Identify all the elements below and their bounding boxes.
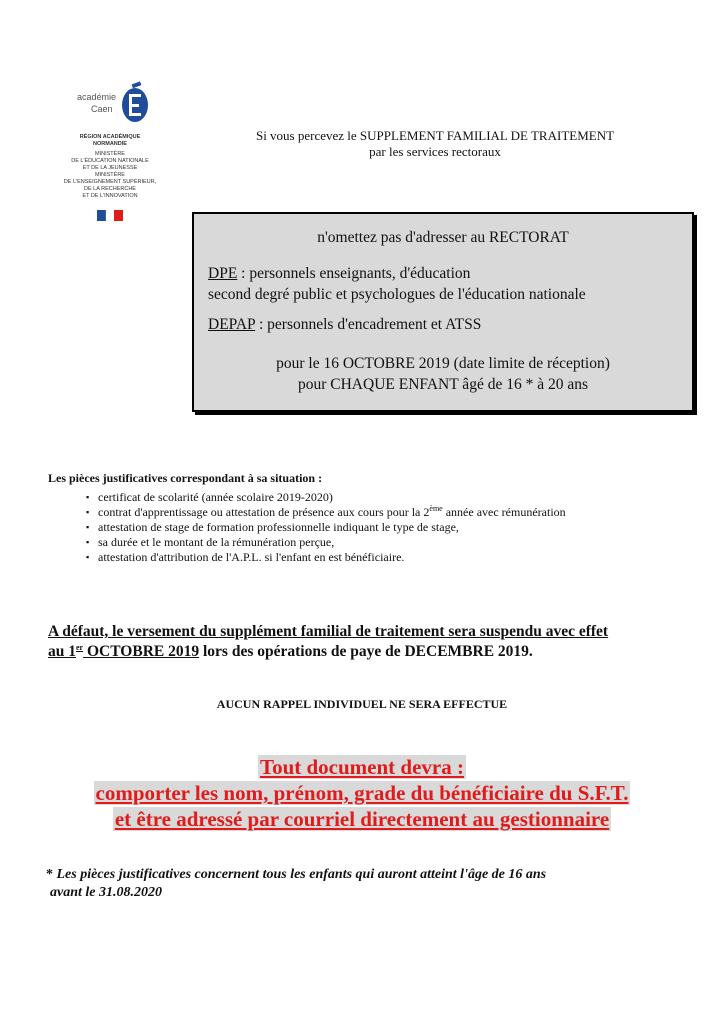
justificatifs-title: Les pièces justificatives correspondant à sa situation : xyxy=(48,471,323,485)
item-text: contrat d'apprentissage ou attestation de présence aux cours pour la 2 xyxy=(98,505,430,519)
warning-date-a: au 1 xyxy=(48,643,76,660)
dpe-line2: second degré public et psychologues de l'éducation nationale xyxy=(208,286,586,303)
ministry1-line1: MINISTÈRE xyxy=(95,151,125,157)
item-text: année avec rémunération xyxy=(442,505,566,519)
important-line3: et être adressé par courriel directement au gestionnaire xyxy=(114,807,610,831)
footnote-star: * xyxy=(46,867,53,882)
list-item xyxy=(86,505,686,520)
warning-text: lors des opérations de paye de DECEMBRE 2019. xyxy=(199,643,533,660)
region-title: RÉGION ACADÉMIQUE xyxy=(79,134,141,140)
suspension-warning xyxy=(48,622,678,662)
list-item xyxy=(86,490,686,505)
marianne-flag-icon xyxy=(97,208,123,226)
footnote-line1: Les pièces justificatives concernent tous les enfants qui auront atteint l'âge de 16 ans xyxy=(53,867,547,882)
ministry2-line3: DE LA RECHERCHE xyxy=(84,186,136,192)
warning-superscript: er xyxy=(76,642,84,652)
list-item xyxy=(86,550,686,565)
depap-label: DEPAP xyxy=(208,316,256,333)
header-line2: par les services rectoraux xyxy=(369,144,501,159)
page-header xyxy=(185,128,685,160)
item-superscript: ème xyxy=(429,504,443,513)
warning-line2 xyxy=(48,642,678,662)
list-item-continuation xyxy=(86,535,686,550)
header-line1: Si vous percevez le SUPPLEMENT FAMILIAL DE TRAITEMENT xyxy=(255,128,615,143)
region-name: NORMANDIE xyxy=(93,141,127,147)
ministry2-line1: MINISTÈRE xyxy=(95,172,125,178)
ministry1-line3: ET DE LA JEUNESSE xyxy=(82,165,138,171)
dpe-label: DPE xyxy=(208,265,238,282)
list-item xyxy=(86,520,686,535)
footnote xyxy=(46,866,686,902)
brand-line2: Caen xyxy=(91,104,113,114)
ministry-text xyxy=(55,134,165,200)
justificatifs-list xyxy=(86,490,686,565)
deadline-line: pour le 16 OCTOBRE 2019 (date limite de réception) xyxy=(276,355,610,372)
important-line1: Tout document devra : xyxy=(260,755,464,779)
dpe-line xyxy=(208,264,470,284)
brand-line1: académie xyxy=(77,92,117,102)
item-text: certificat de scolarité (année scolaire 2019-2020) xyxy=(98,490,333,504)
important-line2: comporter les nom, prénom, grade du bénéficiaire du S.F.T. xyxy=(95,781,629,805)
footnote-line2: avant le 31.08.2020 xyxy=(50,885,162,900)
children-line: pour CHAQUE ENFANT âgé de 16 * à 20 ans xyxy=(297,376,588,393)
academy-brand xyxy=(77,80,157,130)
warning-line1: A défaut, le versement du supplément familial de traitement sera suspendu avec effet xyxy=(48,623,609,640)
academy-logo xyxy=(55,80,165,240)
item-text: attestation de stage de formation professionnelle indiquant le type de stage, xyxy=(98,520,459,534)
warning-date-b: OCTOBRE 2019 xyxy=(83,643,200,660)
e-emblem-icon xyxy=(121,80,149,124)
dpe-text: : personnels enseignants, d'éducation xyxy=(237,265,471,282)
important-notice xyxy=(40,754,684,832)
item-text: attestation d'attribution de l'A.P.L. si l'enfant en est bénéficiaire. xyxy=(98,550,405,564)
item-text: sa durée et le montant de la rémunération perçue, xyxy=(98,535,335,549)
box-title: n'omettez pas d'adresser au RECTORAT xyxy=(317,229,569,246)
no-recall-notice: AUCUN RAPPEL INDIVIDUEL NE SERA EFFECTUE xyxy=(216,697,508,711)
depap-text: : personnels d'encadrement et ATSS xyxy=(255,316,482,333)
ministry1-line2: DE L'ÉDUCATION NATIONALE xyxy=(71,158,149,164)
ministry2-line4: ET DE L'INNOVATION xyxy=(82,193,138,199)
rectorat-box xyxy=(192,212,694,412)
ministry2-line2: DE L'ENSEIGNEMENT SUPÉRIEUR, xyxy=(63,179,157,185)
depap-line xyxy=(208,315,481,335)
